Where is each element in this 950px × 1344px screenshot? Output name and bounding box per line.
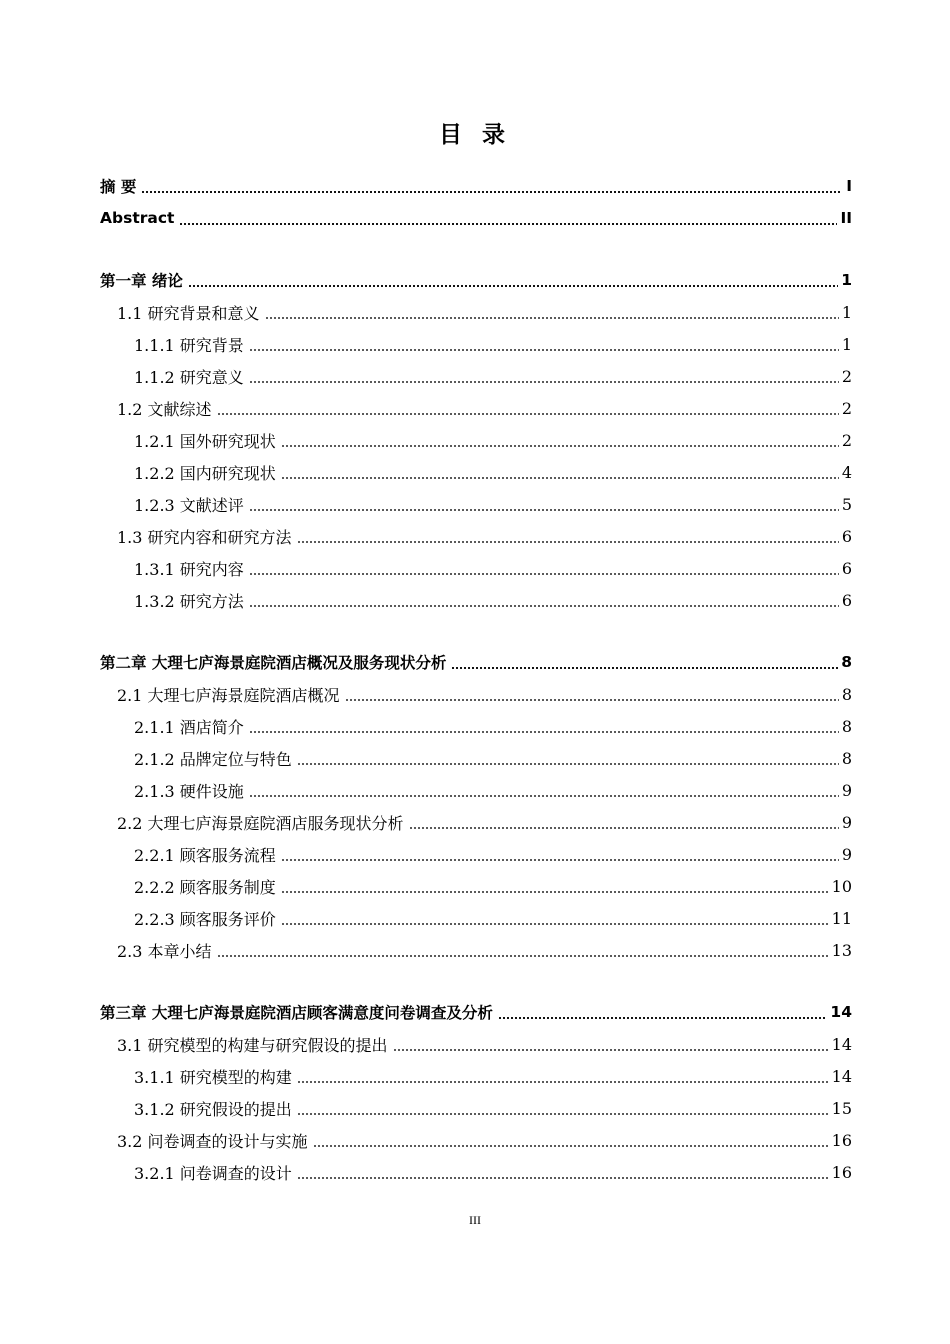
toc-entry-label: 1.2.1 国外研究现状 bbox=[134, 431, 276, 451]
toc-entry-page: 9 bbox=[841, 780, 852, 800]
dot-leader bbox=[297, 541, 839, 543]
dot-leader bbox=[188, 285, 838, 287]
toc-entry-label: Abstract bbox=[100, 209, 175, 227]
dot-leader bbox=[141, 191, 841, 193]
toc-entry-label: 2.2.3 顾客服务评价 bbox=[134, 909, 276, 929]
toc-entry-page: 8 bbox=[841, 716, 852, 736]
dot-leader bbox=[249, 349, 839, 351]
toc-entry-page: 1 bbox=[841, 334, 852, 354]
toc-entry-page: 1 bbox=[841, 302, 852, 322]
toc-entry-label: 1.1 研究背景和意义 bbox=[117, 303, 260, 323]
toc-entry-page: I bbox=[846, 177, 852, 195]
toc-entry-page: 6 bbox=[841, 558, 852, 578]
toc-entry[interactable] bbox=[100, 870, 852, 902]
toc-entry-label: 2.1.3 硬件设施 bbox=[134, 781, 244, 801]
table-of-contents bbox=[100, 170, 852, 1188]
dot-leader bbox=[297, 1113, 829, 1115]
toc-entry[interactable] bbox=[100, 1124, 852, 1156]
dot-leader bbox=[297, 1081, 829, 1083]
toc-entry-label: 2.2 大理七庐海景庭院酒店服务现状分析 bbox=[117, 813, 404, 833]
toc-entry[interactable] bbox=[100, 1092, 852, 1124]
toc-entry-label: 2.2.1 顾客服务流程 bbox=[134, 845, 276, 865]
toc-entry[interactable] bbox=[100, 202, 852, 234]
dot-leader bbox=[281, 891, 829, 893]
toc-entry-page: 10 bbox=[831, 876, 852, 896]
toc-entry[interactable] bbox=[100, 996, 852, 1028]
toc-entry-page: 1 bbox=[841, 271, 852, 289]
toc-entry-label: 1.2.2 国内研究现状 bbox=[134, 463, 276, 483]
toc-entry[interactable] bbox=[100, 742, 852, 774]
toc-entry-label: 1.3 研究内容和研究方法 bbox=[117, 527, 292, 547]
dot-leader bbox=[179, 223, 837, 225]
dot-leader bbox=[451, 667, 838, 669]
dot-leader bbox=[217, 955, 829, 957]
page-number-footer: III bbox=[469, 1213, 481, 1227]
toc-entry-page: 14 bbox=[831, 1066, 852, 1086]
toc-entry-page: 2 bbox=[841, 398, 852, 418]
dot-leader bbox=[249, 795, 839, 797]
toc-entry-label: 3.1.2 研究假设的提出 bbox=[134, 1099, 292, 1119]
toc-entry[interactable] bbox=[100, 552, 852, 584]
toc-entry-label: 1.2.3 文献述评 bbox=[134, 495, 244, 515]
dot-leader bbox=[297, 763, 839, 765]
toc-entry[interactable] bbox=[100, 646, 852, 678]
toc-entry[interactable] bbox=[100, 520, 852, 552]
toc-entry-page: 8 bbox=[841, 684, 852, 704]
toc-entry-page: 6 bbox=[841, 590, 852, 610]
toc-entry-label: 3.2.1 问卷调查的设计 bbox=[134, 1163, 292, 1183]
toc-entry-page: 2 bbox=[841, 366, 852, 386]
toc-entry-label: 2.1 大理七庐海景庭院酒店概况 bbox=[117, 685, 340, 705]
toc-entry[interactable] bbox=[100, 838, 852, 870]
toc-entry-label: 1.1.2 研究意义 bbox=[134, 367, 244, 387]
toc-entry-page: 15 bbox=[831, 1098, 852, 1118]
toc-entry-label: 第三章 大理七庐海景庭院酒店顾客满意度问卷调查及分析 bbox=[100, 1004, 493, 1022]
dot-leader bbox=[249, 509, 839, 511]
toc-entry-page: 2 bbox=[841, 430, 852, 450]
toc-entry[interactable] bbox=[100, 584, 852, 616]
toc-entry[interactable] bbox=[100, 392, 852, 424]
toc-entry[interactable] bbox=[100, 1028, 852, 1060]
toc-entry-page: 8 bbox=[841, 653, 852, 671]
toc-entry[interactable] bbox=[100, 1060, 852, 1092]
toc-entry-page: 11 bbox=[831, 908, 852, 928]
toc-entry-page: 4 bbox=[841, 462, 852, 482]
dot-leader bbox=[281, 445, 839, 447]
toc-entry[interactable] bbox=[100, 456, 852, 488]
toc-entry-page: 14 bbox=[830, 1003, 852, 1021]
toc-entry[interactable] bbox=[100, 424, 852, 456]
dot-leader bbox=[297, 1177, 829, 1179]
dot-leader bbox=[249, 381, 839, 383]
toc-entry-label: 2.2.2 顾客服务制度 bbox=[134, 877, 276, 897]
dot-leader bbox=[249, 573, 839, 575]
toc-entry[interactable] bbox=[100, 774, 852, 806]
toc-entry[interactable] bbox=[100, 1156, 852, 1188]
toc-entry-label: 3.1 研究模型的构建与研究假设的提出 bbox=[117, 1035, 388, 1055]
toc-entry-page: II bbox=[840, 209, 852, 227]
toc-title: 目 录 bbox=[438, 122, 511, 148]
toc-entry[interactable] bbox=[100, 902, 852, 934]
toc-entry[interactable] bbox=[100, 710, 852, 742]
toc-entry-label: 2.3 本章小结 bbox=[117, 941, 212, 961]
toc-entry-label: 1.2 文献综述 bbox=[117, 399, 212, 419]
toc-entry-label: 1.3.1 研究内容 bbox=[134, 559, 244, 579]
toc-entry-page: 9 bbox=[841, 844, 852, 864]
dot-leader bbox=[498, 1017, 828, 1019]
toc-entry-label: 第二章 大理七庐海景庭院酒店概况及服务现状分析 bbox=[100, 654, 447, 672]
toc-entry-page: 6 bbox=[841, 526, 852, 546]
dot-leader bbox=[217, 413, 839, 415]
toc-entry-label: 3.2 问卷调查的设计与实施 bbox=[117, 1131, 308, 1151]
toc-entry-page: 13 bbox=[831, 940, 852, 960]
toc-entry-page: 8 bbox=[841, 748, 852, 768]
dot-leader bbox=[281, 477, 839, 479]
toc-entry-label: 1.3.2 研究方法 bbox=[134, 591, 244, 611]
toc-entry[interactable] bbox=[100, 488, 852, 520]
toc-entry-page: 16 bbox=[831, 1130, 852, 1150]
dot-leader bbox=[249, 605, 839, 607]
dot-leader bbox=[345, 699, 839, 701]
toc-entry[interactable] bbox=[100, 360, 852, 392]
toc-entry[interactable] bbox=[100, 296, 852, 328]
dot-leader bbox=[281, 859, 839, 861]
toc-entry-label: 摘 要 bbox=[100, 178, 137, 196]
toc-entry-page: 16 bbox=[831, 1162, 852, 1182]
toc-entry[interactable] bbox=[100, 678, 852, 710]
toc-entry[interactable] bbox=[100, 264, 852, 296]
toc-entry-page: 9 bbox=[841, 812, 852, 832]
toc-entry-label: 1.1.1 研究背景 bbox=[134, 335, 244, 355]
toc-entry-label: 2.1.1 酒店简介 bbox=[134, 717, 244, 737]
dot-leader bbox=[249, 731, 839, 733]
dot-leader bbox=[409, 827, 839, 829]
toc-entry[interactable] bbox=[100, 170, 852, 202]
dot-leader bbox=[281, 923, 829, 925]
toc-entry-label: 3.1.1 研究模型的构建 bbox=[134, 1067, 292, 1087]
toc-entry[interactable] bbox=[100, 934, 852, 966]
toc-entry-label: 第一章 绪论 bbox=[100, 272, 183, 290]
toc-entry-label: 2.1.2 品牌定位与特色 bbox=[134, 749, 292, 769]
toc-entry-page: 5 bbox=[841, 494, 852, 514]
dot-leader bbox=[313, 1145, 829, 1147]
toc-entry[interactable] bbox=[100, 806, 852, 838]
toc-entry[interactable] bbox=[100, 328, 852, 360]
toc-entry-page: 14 bbox=[831, 1034, 852, 1054]
dot-leader bbox=[393, 1049, 829, 1051]
dot-leader bbox=[265, 317, 839, 319]
